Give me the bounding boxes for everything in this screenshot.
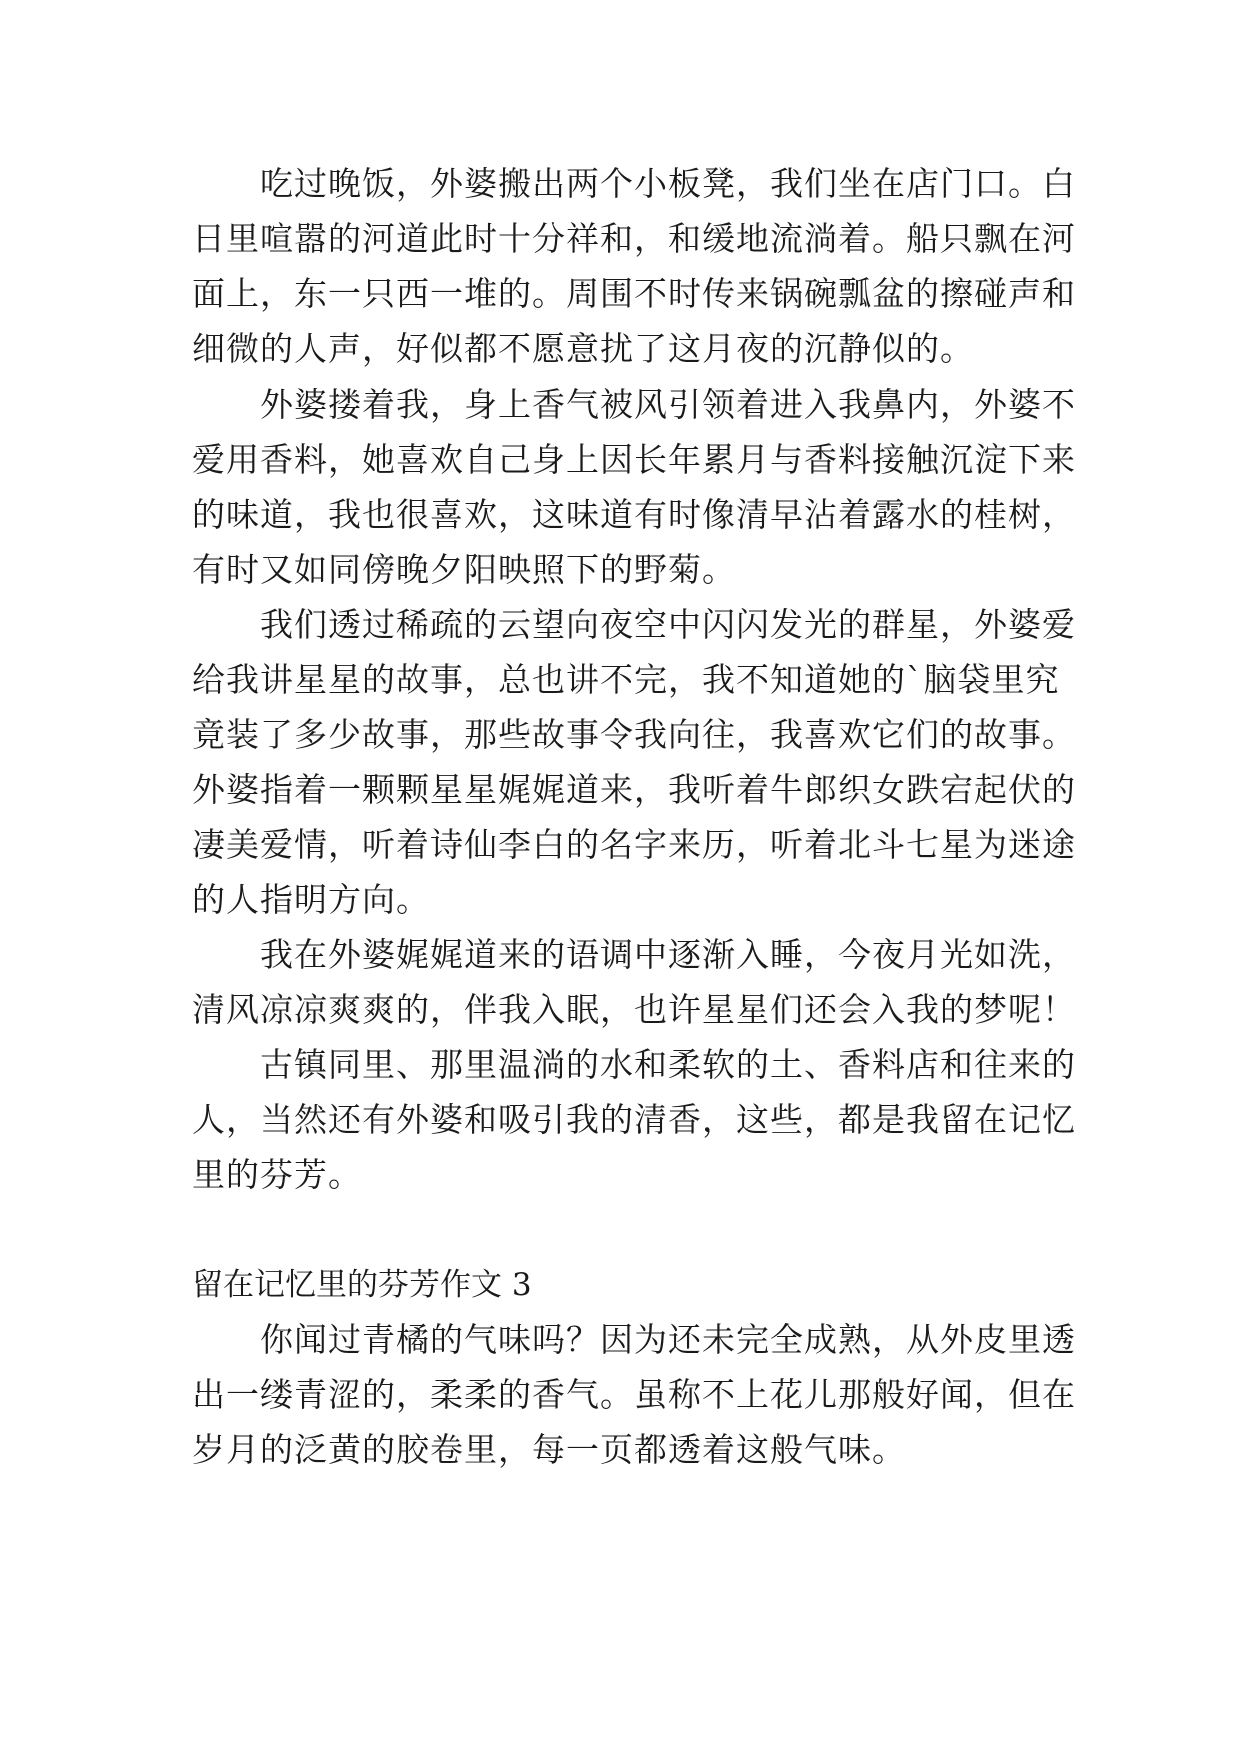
text-line: 吃过晚饭，外婆搬出两个小板凳，我们坐在店门口。白 (192, 164, 1076, 203)
text-line: 的味道，我也很喜欢，这味道有时像清早沾着露水的桂树， (192, 495, 1076, 534)
section-heading: 留在记忆里的芬芳作文 3 (192, 1267, 532, 1303)
text-line: 外婆指着一颗颗星星娓娓道来，我听着牛郎织女跌宕起伏的 (192, 770, 1076, 809)
text-line: 竟装了多少故事，那些故事令我向往，我喜欢它们的故事。 (192, 715, 1076, 754)
text-line: 我在外婆娓娓道来的语调中逐渐入睡，今夜月光如洗， (192, 935, 1076, 974)
text-line: 你闻过青橘的气味吗？因为还未完全成熟，从外皮里透 (192, 1320, 1076, 1359)
text-line: 古镇同里、那里温淌的水和柔软的土、香料店和往来的 (192, 1045, 1076, 1084)
text-line: 岁月的泛黄的胶卷里，每一页都透着这般气味。 (192, 1430, 906, 1469)
text-line: 清风凉凉爽爽的，伴我入眠，也许星星们还会入我的梦呢！ (192, 990, 1076, 1029)
text-line: 日里喧嚣的河道此时十分祥和，和缓地流淌着。船只飘在河 (192, 219, 1076, 258)
text-line: 外婆搂着我，身上香气被风引领着进入我鼻内，外婆不 (192, 385, 1076, 424)
text-line: 里的芬芳。 (192, 1155, 362, 1194)
text-line: 凄美爱情，听着诗仙李白的名字来历，听着北斗七星为迷途 (192, 825, 1076, 864)
text-line: 给我讲星星的故事，总也讲不完，我不知道她的`脑袋里究 (192, 660, 1060, 699)
text-line: 有时又如同傍晚夕阳映照下的野菊。 (192, 550, 736, 589)
text-line: 爱用香料，她喜欢自己身上因长年累月与香料接触沉淀下来 (192, 440, 1076, 479)
text-line: 细微的人声，好似都不愿意扰了这月夜的沉静似的。 (192, 329, 974, 368)
text-line: 出一缕青涩的，柔柔的香气。虽称不上花儿那般好闻，但在 (192, 1375, 1076, 1414)
text-line: 面上，东一只西一堆的。周围不时传来锅碗瓢盆的擦碰声和 (192, 274, 1076, 313)
text-line: 人，当然还有外婆和吸引我的清香，这些，都是我留在记忆 (192, 1100, 1076, 1139)
text-line: 我们透过稀疏的云望向夜空中闪闪发光的群星，外婆爱 (192, 605, 1076, 644)
text-line: 的人指明方向。 (192, 880, 430, 919)
